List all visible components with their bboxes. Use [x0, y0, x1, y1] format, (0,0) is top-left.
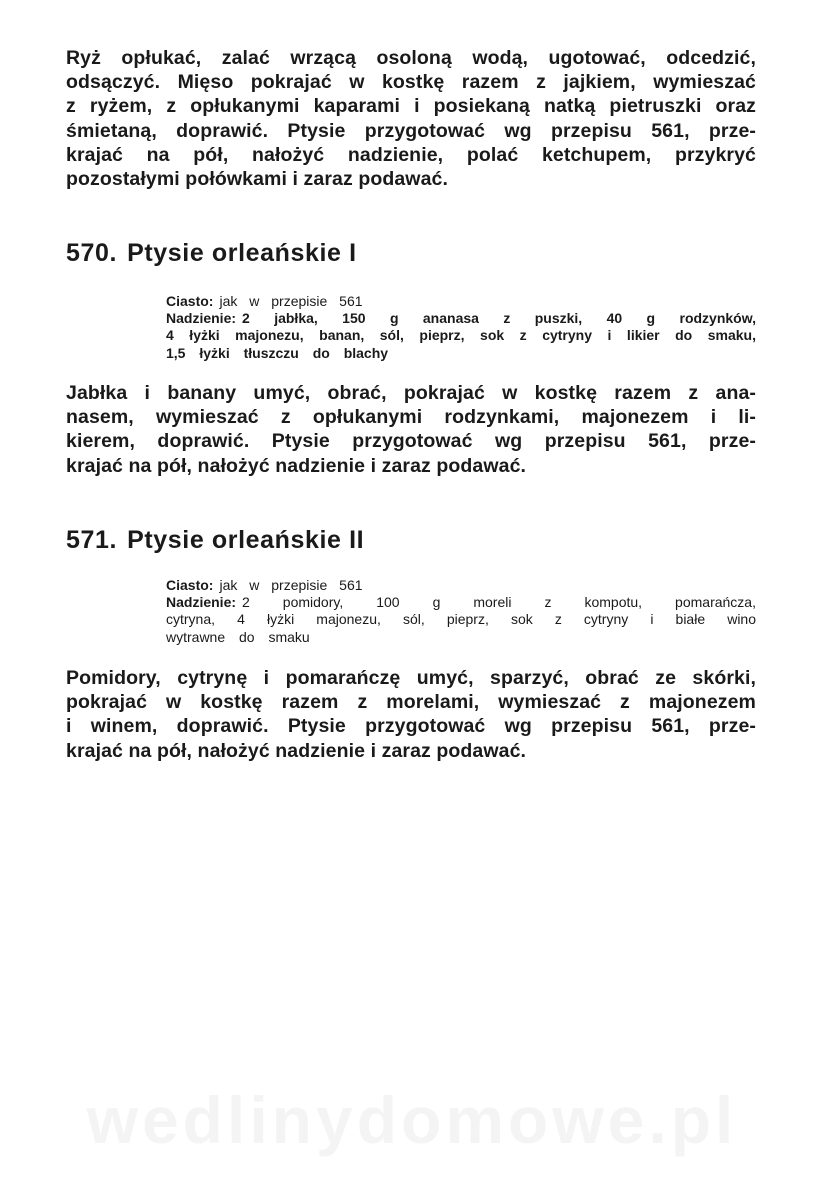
- filling-line: 1,5 łyżki tłuszczu do blachy: [166, 344, 389, 361]
- intro-line: pozostałymi połówkami i zaraz podawać.: [66, 168, 448, 191]
- recipe-571-heading: [66, 526, 364, 555]
- method-line: kierem, doprawić. Ptysie przygotować wg przepisu 561, prze-: [66, 430, 756, 453]
- recipe-570-ingredients: [166, 293, 756, 362]
- dough-value: jak w przepisie 561: [219, 577, 363, 593]
- intro-line: z ryżem, z opłukanymi kaparami i posiekaną natką pietruszki oraz: [66, 95, 756, 118]
- dough-line: [166, 577, 756, 594]
- recipe-570-method: [66, 381, 756, 478]
- intro-line: krajać na pół, nałożyć nadzienie, polać ketchupem, przykryć: [66, 143, 756, 166]
- watermark: wedlinydomowe.pl: [86, 1083, 738, 1157]
- filling-label: Nadzienie:: [166, 310, 237, 327]
- dough-value: jak w przepisie 561: [219, 293, 363, 309]
- intro-line: odsączyć. Mięso pokrajać w kostkę razem z jajkiem, wymieszać: [66, 71, 756, 94]
- method-line: i winem, doprawić. Ptysie przygotować wg przepisu 561, prze-: [66, 715, 756, 738]
- method-line: krajać na pół, nałożyć nadzienie i zaraz podawać.: [66, 739, 527, 762]
- filling-line: 4 łyżki majonezu, banan, sól, pieprz, sok z cytryny i likier do smaku,: [166, 327, 756, 344]
- dough-label: Ciasto:: [166, 293, 214, 309]
- intro-line: Ryż opłukać, zalać wrzącą osoloną wodą, ugotować, odcedzić,: [66, 47, 756, 69]
- filling-line: [166, 310, 756, 327]
- recipe-570-heading: [66, 239, 357, 268]
- dough-label: Ciasto:: [166, 577, 214, 593]
- recipe-570-title: Ptysie orleańskie I: [127, 239, 357, 267]
- filling-line: [166, 594, 756, 611]
- method-line: nasem, wymieszać z opłukanymi rodzynkami, majonezem i li-: [66, 406, 756, 429]
- recipe-571-number: 571.: [66, 526, 118, 554]
- filling-line: cytryna, 4 łyżki majonezu, sól, pieprz, sok z cytryny i białe wino: [166, 611, 756, 628]
- recipe-571-ingredients: [166, 577, 756, 646]
- filling-line: wytrawne do smaku: [166, 628, 310, 645]
- method-line: Jabłka i banany umyć, obrać, pokrajać w kostkę razem z ana-: [66, 382, 756, 404]
- filling-label: Nadzienie:: [166, 594, 237, 611]
- method-line: Pomidory, cytrynę i pomarańczę umyć, sparzyć, obrać ze skórki,: [66, 667, 756, 689]
- intro-line: śmietaną, doprawić. Ptysie przygotować wg przepisu 561, prze-: [66, 119, 756, 142]
- intro-paragraph: [66, 46, 756, 191]
- filling-text: 2 pomidory, 100 g moreli z kompotu, pomarańcza,: [242, 594, 756, 611]
- dough-line: [166, 293, 756, 310]
- filling-text: 2 jabłka, 150 g ananasa z puszki, 40 g rodzynków,: [242, 310, 756, 327]
- recipe-571-method: [66, 666, 756, 763]
- recipe-571-title: Ptysie orleańskie II: [127, 526, 365, 554]
- method-line: pokrajać w kostkę razem z morelami, wymieszać z majonezem: [66, 691, 756, 714]
- method-line: krajać na pół, nałożyć nadzienie i zaraz podawać.: [66, 454, 527, 477]
- recipe-570-number: 570.: [66, 239, 118, 267]
